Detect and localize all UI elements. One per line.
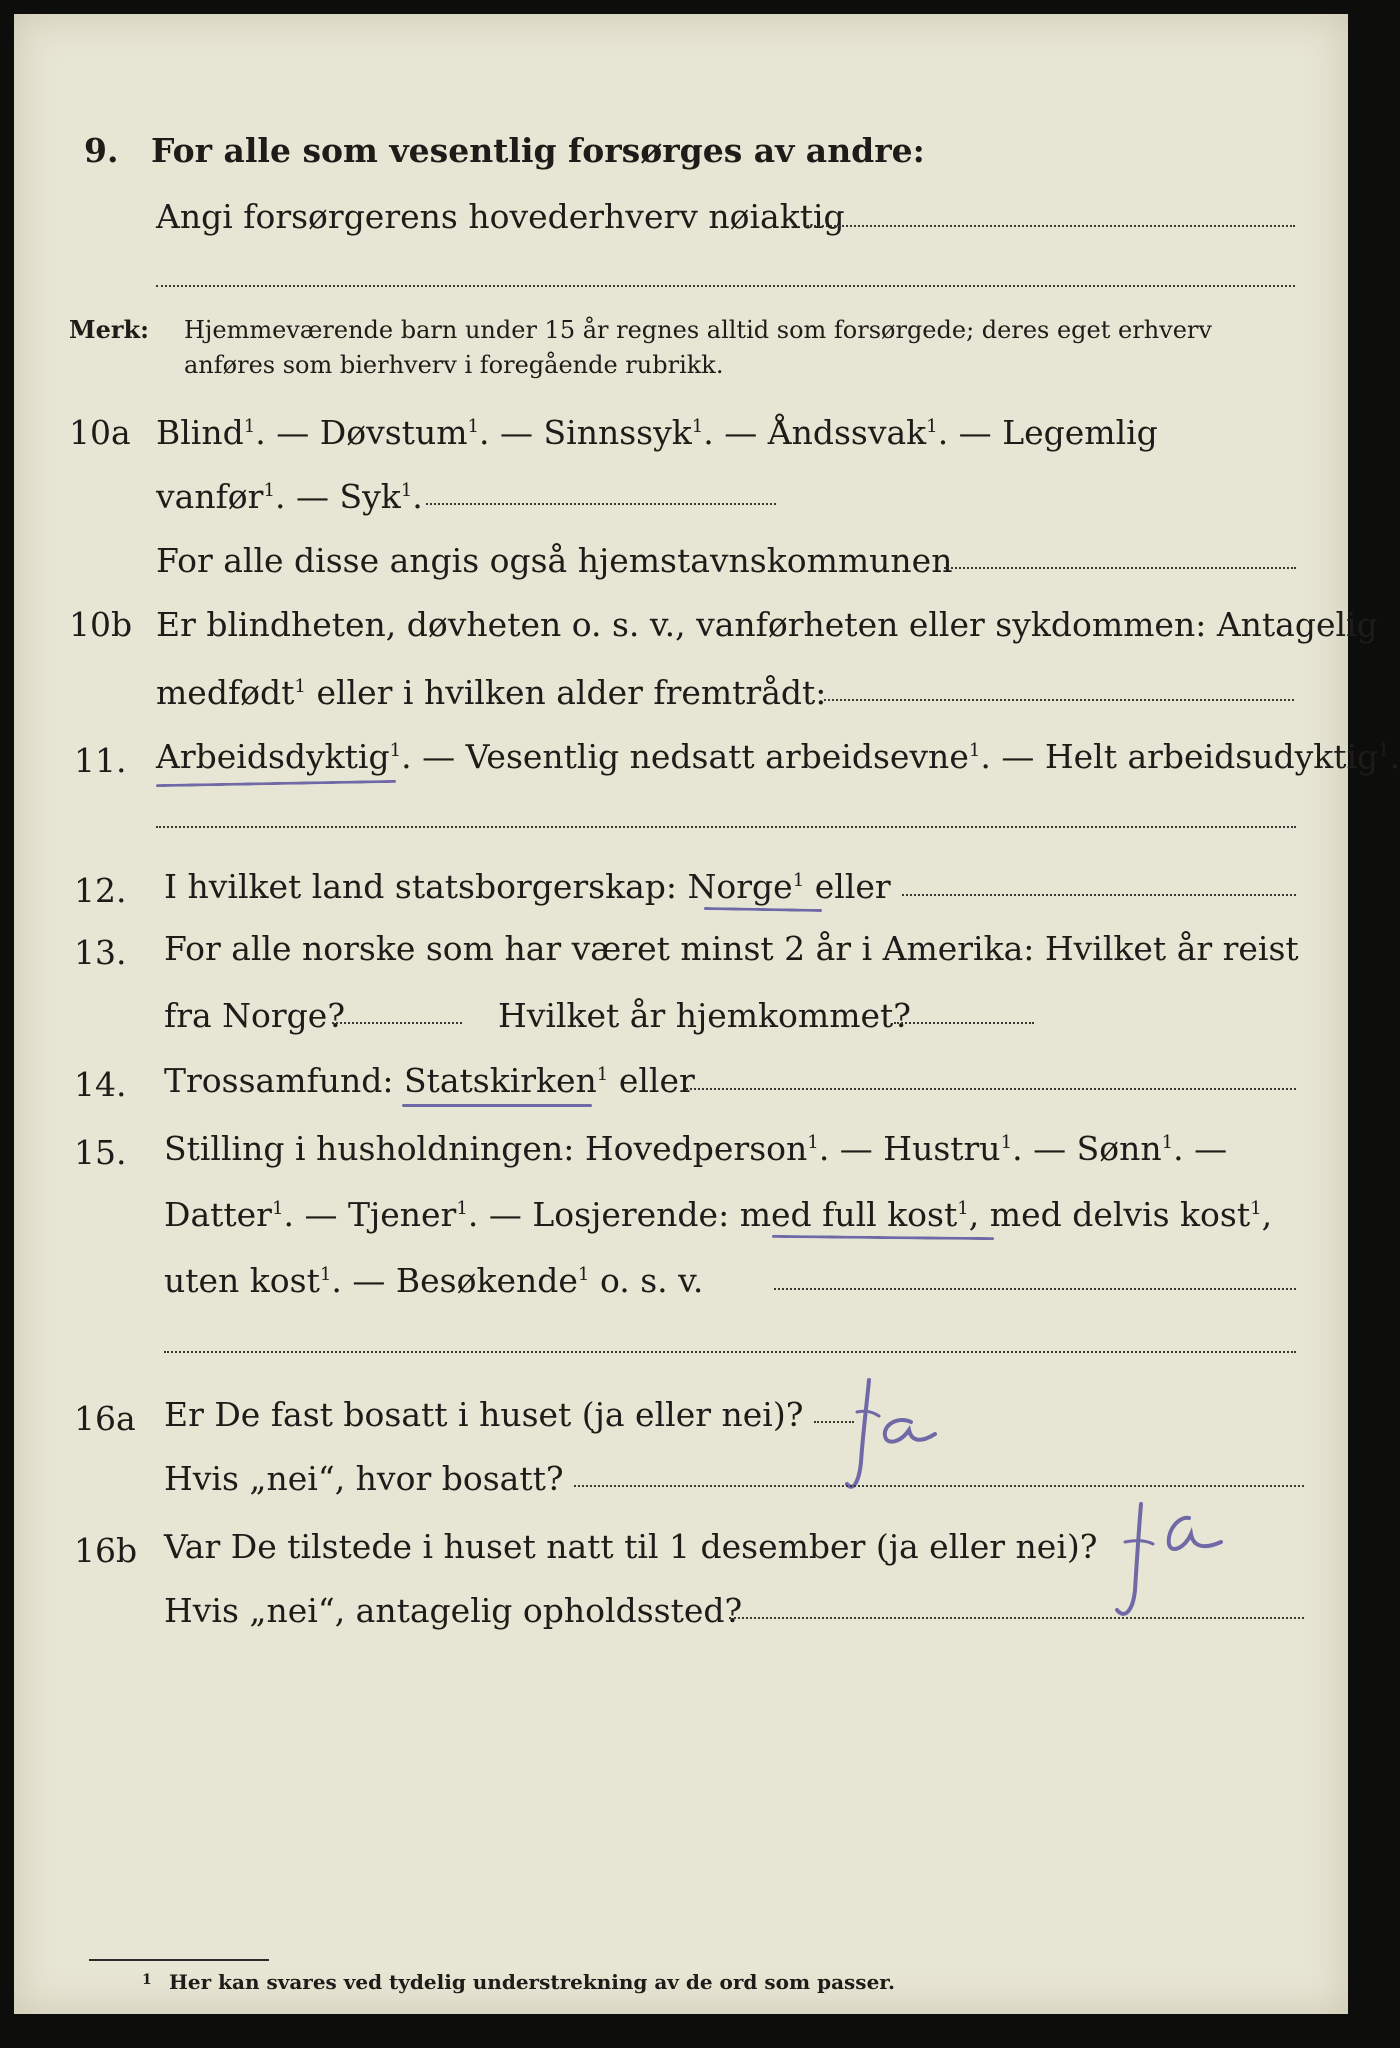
q15-tjener: Tjener [348, 1195, 457, 1234]
q14-answer-line [686, 1088, 1296, 1090]
q15-sonn: Sønn [1076, 1129, 1162, 1168]
q10a-line1: Blind$^1$. — Døvstum$^1$. — Sinnssyk$^1$. — Åndssvak$^1$. — Legemlig [156, 413, 1158, 452]
q10a-blind: Blind [156, 413, 244, 452]
q16b-number: 16b [74, 1531, 138, 1570]
q15-uten: uten kost [164, 1261, 320, 1300]
q10a-vanfor: vanfør [156, 477, 264, 516]
q10a-number: 10a [69, 413, 131, 452]
q10a-line3: For alle disse angis også hjemstavnskommunen [156, 541, 953, 580]
q12-line: I hvilket land statsborgerskap: Norge$^1$ eller [164, 867, 891, 906]
footnote-text: Her kan svares ved tydelig understrekning av de ord som passer. [169, 1970, 895, 1994]
q11-nedsatt: Vesentlig nedsatt arbeidsevne [465, 737, 969, 776]
q11-udyktig: Helt arbeidsudyktig [1044, 737, 1379, 776]
q9-number: 9. [84, 131, 119, 170]
q12-pencil-underline [704, 907, 822, 912]
q12-number: 12. [74, 871, 127, 910]
q11-pencil-underline [156, 780, 396, 787]
q16a-line2: Hvis „nei“, hvor bosatt? [164, 1459, 564, 1498]
q9-answer-line-2 [156, 285, 1295, 287]
q10b-number: 10b [69, 605, 133, 644]
q13-fra: fra Norge? [164, 996, 346, 1035]
merk-line1: Hjemmeværende barn under 15 år regnes alltid som forsørgede; deres eget erhverv [184, 316, 1212, 344]
q10b-rest: eller i hvilken alder fremtrådt: [316, 673, 827, 712]
q15-pencil-underline [772, 1235, 994, 1240]
q10a-hjemstavn-line [944, 567, 1296, 569]
q13-hjem-line [894, 1022, 1034, 1024]
q10b-answer-line [824, 699, 1294, 701]
q15-line3: uten kost$^1$. — Besøkende$^1$ o. s. v. [164, 1261, 704, 1300]
q12-eller: eller [814, 867, 891, 906]
q16b-line2: Hvis „nei“, antagelig opholdssted? [164, 1591, 743, 1630]
q10a-andssvak: Åndssvak [767, 413, 927, 452]
q10a-answer-line [426, 503, 776, 505]
census-form-page [14, 14, 1400, 2014]
q15-besokende: Besøkende [395, 1261, 578, 1300]
q11-number: 11. [74, 741, 127, 780]
q13-number: 13. [74, 933, 127, 972]
q15-datter: Datter [164, 1195, 272, 1234]
q16a-number: 16a [74, 1399, 136, 1438]
q9-line2: Angi forsørgerens hovederhverv nøiaktig [156, 197, 845, 236]
q11-answer-line [156, 826, 1296, 828]
q10a-line2: vanfør$^1$. — Syk$^1$. [156, 477, 423, 516]
q10a-legemlig: Legemlig [1002, 413, 1158, 452]
q14-statskirken: Statskirken [403, 1061, 597, 1100]
q15-meddelvis: med delvis kost [989, 1195, 1251, 1234]
q16a-handwritten-answer [839, 1372, 959, 1502]
merk-label: Merk: [69, 315, 149, 344]
q10b-medfodt: medfødt [156, 673, 295, 712]
merk-line2: anføres som bierhverv i foregående rubrikk. [184, 351, 724, 379]
footnote-rule [89, 1959, 269, 1961]
q15-losjerende: Losjerende: [532, 1195, 730, 1234]
q9-line1: For alle som vesentlig forsørges av andre: [151, 131, 925, 170]
q13-fra-line [332, 1022, 462, 1024]
q15-hustru: Hustru [883, 1129, 1001, 1168]
q13-line1: For alle norske som har været minst 2 år i Amerika: Hvilket år reist [164, 929, 1299, 968]
footnote-mark: 1 [142, 1972, 152, 1988]
q11-line: Arbeidsdyktig$^1$. — Vesentlig nedsatt arbeidsevne$^1$. — Helt arbeidsudyktig$^1$. [156, 737, 1400, 776]
q15-answer-line-2 [164, 1351, 1296, 1353]
q16a-bosatt-line [574, 1485, 1304, 1487]
q10a-sinnssyk: Sinnssyk [543, 413, 692, 452]
q16b-handwritten-answer [1109, 1498, 1239, 1628]
q14-number: 14. [74, 1065, 127, 1104]
q10a-syk: Syk [339, 477, 401, 516]
q15-answer-line [774, 1288, 1296, 1290]
q16b-opholdssted-line [729, 1617, 1304, 1619]
q11-arbeidsdyktig: Arbeidsdyktig [156, 737, 390, 776]
q9-answer-line [807, 225, 1295, 227]
q14-line: Trossamfund: Statskirken$^1$ eller [164, 1061, 695, 1100]
q14-text: Trossamfund: [164, 1061, 394, 1100]
q16a-line1: Er De fast bosatt i huset (ja eller nei)? [164, 1395, 804, 1434]
q15-hovedperson: Hovedperson [584, 1129, 808, 1168]
q10b-line1: Er blindheten, døvheten o. s. v., vanførheten eller sykdommen: Antagelig [156, 605, 1378, 644]
q15-line1: Stilling i husholdningen: Hovedperson$^1$. — Hustru$^1$. — Sønn$^1$. — [164, 1129, 1228, 1168]
q12-norge: Norge [687, 867, 793, 906]
q16b-line1: Var De tilstede i huset natt til 1 desember (ja eller nei)? [164, 1527, 1098, 1566]
q12-answer-line [902, 894, 1296, 896]
q14-eller: eller [618, 1061, 695, 1100]
q14-pencil-underline [402, 1104, 592, 1107]
q15-number: 15. [74, 1133, 127, 1172]
q15-osv: o. s. v. [599, 1261, 704, 1300]
q15-stilling: Stilling i husholdningen: [164, 1129, 575, 1168]
q12-text: I hvilket land statsborgerskap: [164, 867, 678, 906]
q13-hjem: Hvilket år hjemkommet? [498, 996, 911, 1035]
q15-line2: Datter$^1$. — Tjener$^1$. — Losjerende: med full kost$^1$, med delvis kost$^1$, [164, 1195, 1273, 1234]
q10b-line2: medfødt$^1$ eller i hvilken alder fremtrådt: [156, 673, 827, 712]
q10a-dovstum: Døvstum [319, 413, 468, 452]
q15-medfull: med full kost [739, 1195, 958, 1234]
